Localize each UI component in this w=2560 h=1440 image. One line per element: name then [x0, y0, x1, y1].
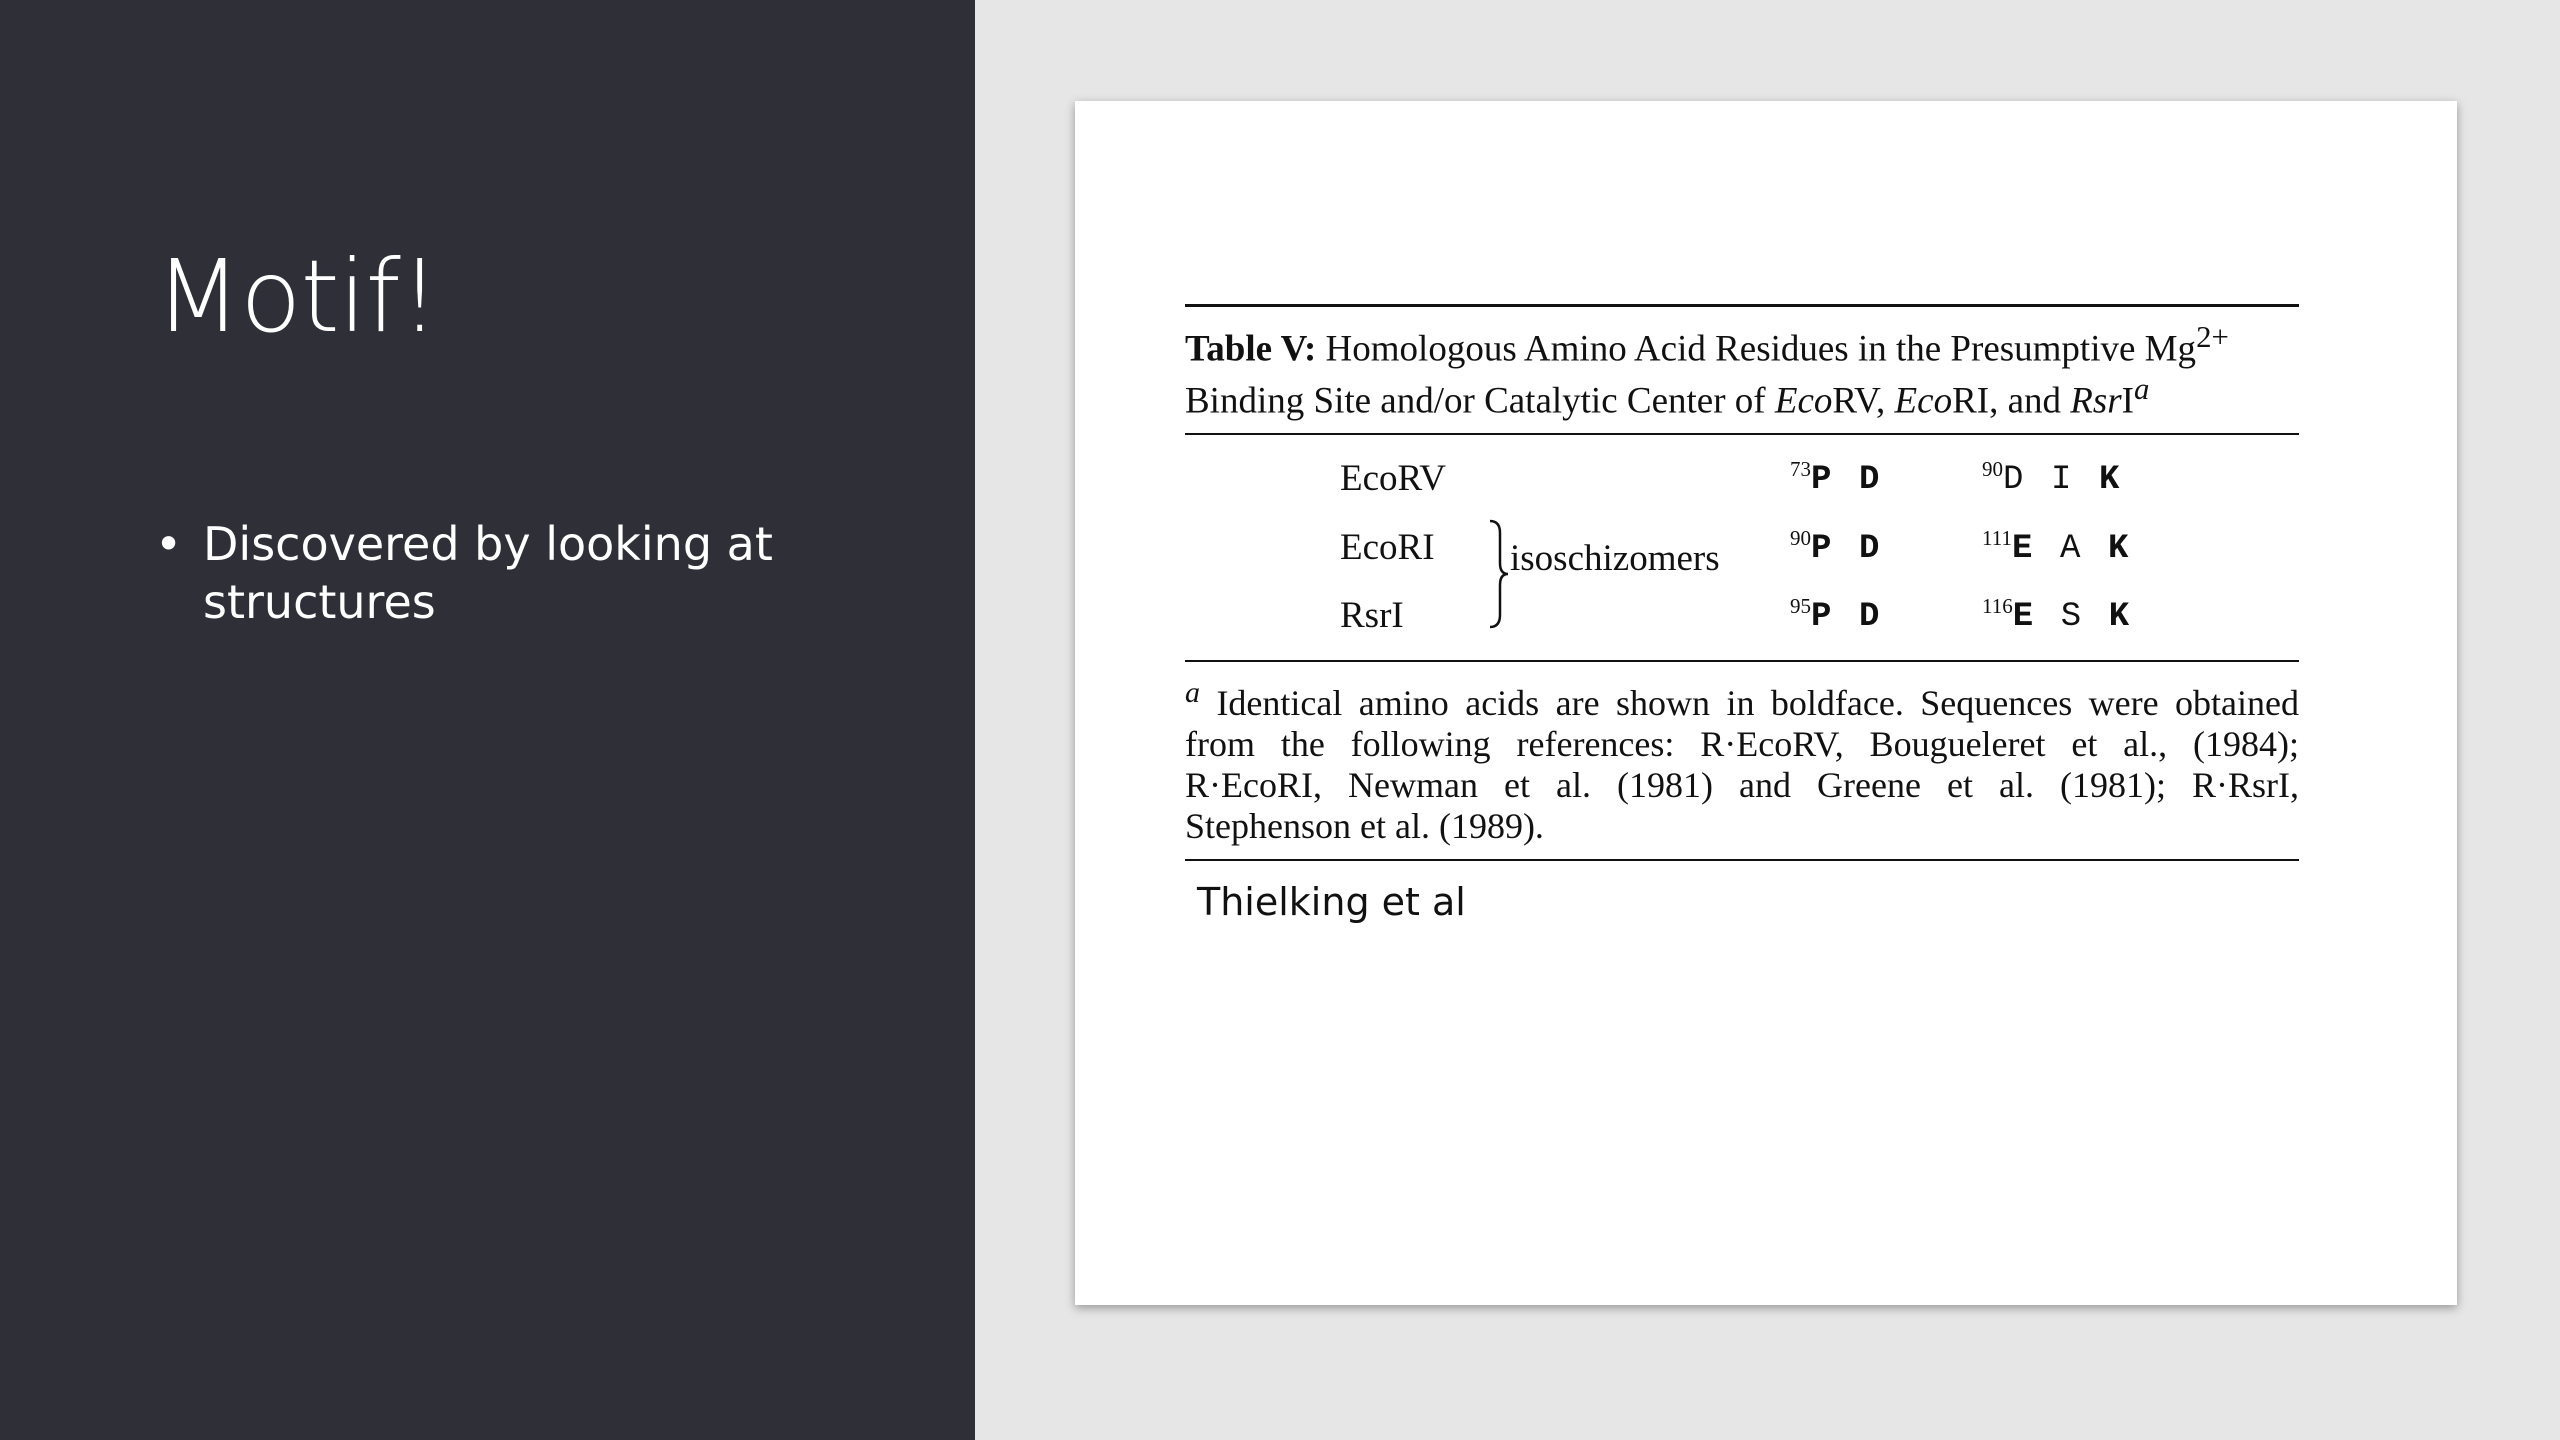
bullet-item — [155, 515, 915, 631]
residue: D — [2003, 460, 2024, 499]
footnote-text: Identical amino acids are shown in boldface. Sequences were obtained from the following references: R·EcoRV, Bougueleret et al., (1984); R·EcoRI, Newman et al. (1981) and Greene et al. (1981); R·RsrI, Stephenson et al. (1989). — [1185, 682, 2299, 846]
slide-title: Motif! — [155, 238, 439, 355]
caption-label: Table V: — [1185, 328, 1317, 370]
row-site-2 — [1982, 457, 2147, 499]
residue: D — [1859, 597, 1880, 636]
caption-enzyme-1: Eco — [1774, 380, 1833, 422]
residue: P — [1811, 597, 1832, 636]
residue: E — [2012, 597, 2034, 636]
bottom-rule — [1185, 859, 2299, 861]
caption-enzyme-2: Eco — [1894, 380, 1953, 422]
table-body — [1185, 435, 2299, 660]
residue: S — [2060, 597, 2082, 636]
residue: K — [2108, 597, 2130, 636]
residue: E — [2011, 529, 2033, 568]
figure-credit: Thielking et al — [1197, 880, 1466, 924]
site-number: 111 — [1982, 525, 2012, 550]
footnote-mark: a — [1185, 675, 1200, 709]
site-number: 73 — [1790, 456, 1811, 481]
caption-enzyme-3-suffix: I — [2121, 380, 2134, 422]
caption-text-1: Homologous Amino Acid Residues in the Presumptive Mg — [1325, 328, 2197, 370]
row-site-1 — [1790, 457, 1907, 499]
row-enzyme-name: RsrI — [1340, 594, 1404, 636]
caption-text-2: Binding Site and/or Catalytic Center of — [1185, 380, 1766, 422]
brace-icon — [1488, 519, 1510, 629]
residue: D — [1859, 460, 1880, 499]
row-site-1 — [1790, 526, 1907, 568]
residue: P — [1811, 529, 1832, 568]
caption-superscript: 2+ — [2196, 320, 2229, 354]
bullet-text: Discovered by looking at structures — [203, 517, 773, 629]
residue: K — [2107, 529, 2129, 568]
bullet-list — [155, 515, 915, 631]
residue: K — [2099, 460, 2120, 499]
residue: P — [1811, 460, 1832, 499]
caption-enzyme-1-suffix: RV, — [1832, 380, 1886, 422]
caption-enzyme-3: Rsr — [2070, 380, 2122, 422]
site-number: 95 — [1790, 593, 1811, 618]
row-enzyme-name: EcoRI — [1340, 526, 1435, 568]
residue: I — [2051, 460, 2072, 499]
caption-enzyme-2-suffix: RI, and — [1952, 380, 2062, 422]
site-number: 116 — [1982, 593, 2013, 618]
isoschizomers-label: isoschizomers — [1510, 537, 1720, 579]
table-caption — [1185, 307, 2299, 433]
row-site-2 — [1982, 594, 2157, 636]
row-site-2 — [1982, 526, 2156, 568]
residue: A — [2059, 529, 2081, 568]
table-footnote — [1185, 662, 2299, 859]
table-figure-image — [1075, 101, 2457, 1305]
caption-footnote-mark: a — [2134, 372, 2150, 407]
residue: D — [1859, 529, 1880, 568]
row-enzyme-name: EcoRV — [1340, 457, 1446, 499]
slide-left-panel — [0, 0, 975, 1440]
site-number: 90 — [1982, 456, 2003, 481]
site-number: 90 — [1790, 525, 1811, 550]
row-site-1 — [1790, 594, 1907, 636]
bullet-marker: • — [155, 517, 183, 571]
table-v — [1185, 304, 2299, 861]
